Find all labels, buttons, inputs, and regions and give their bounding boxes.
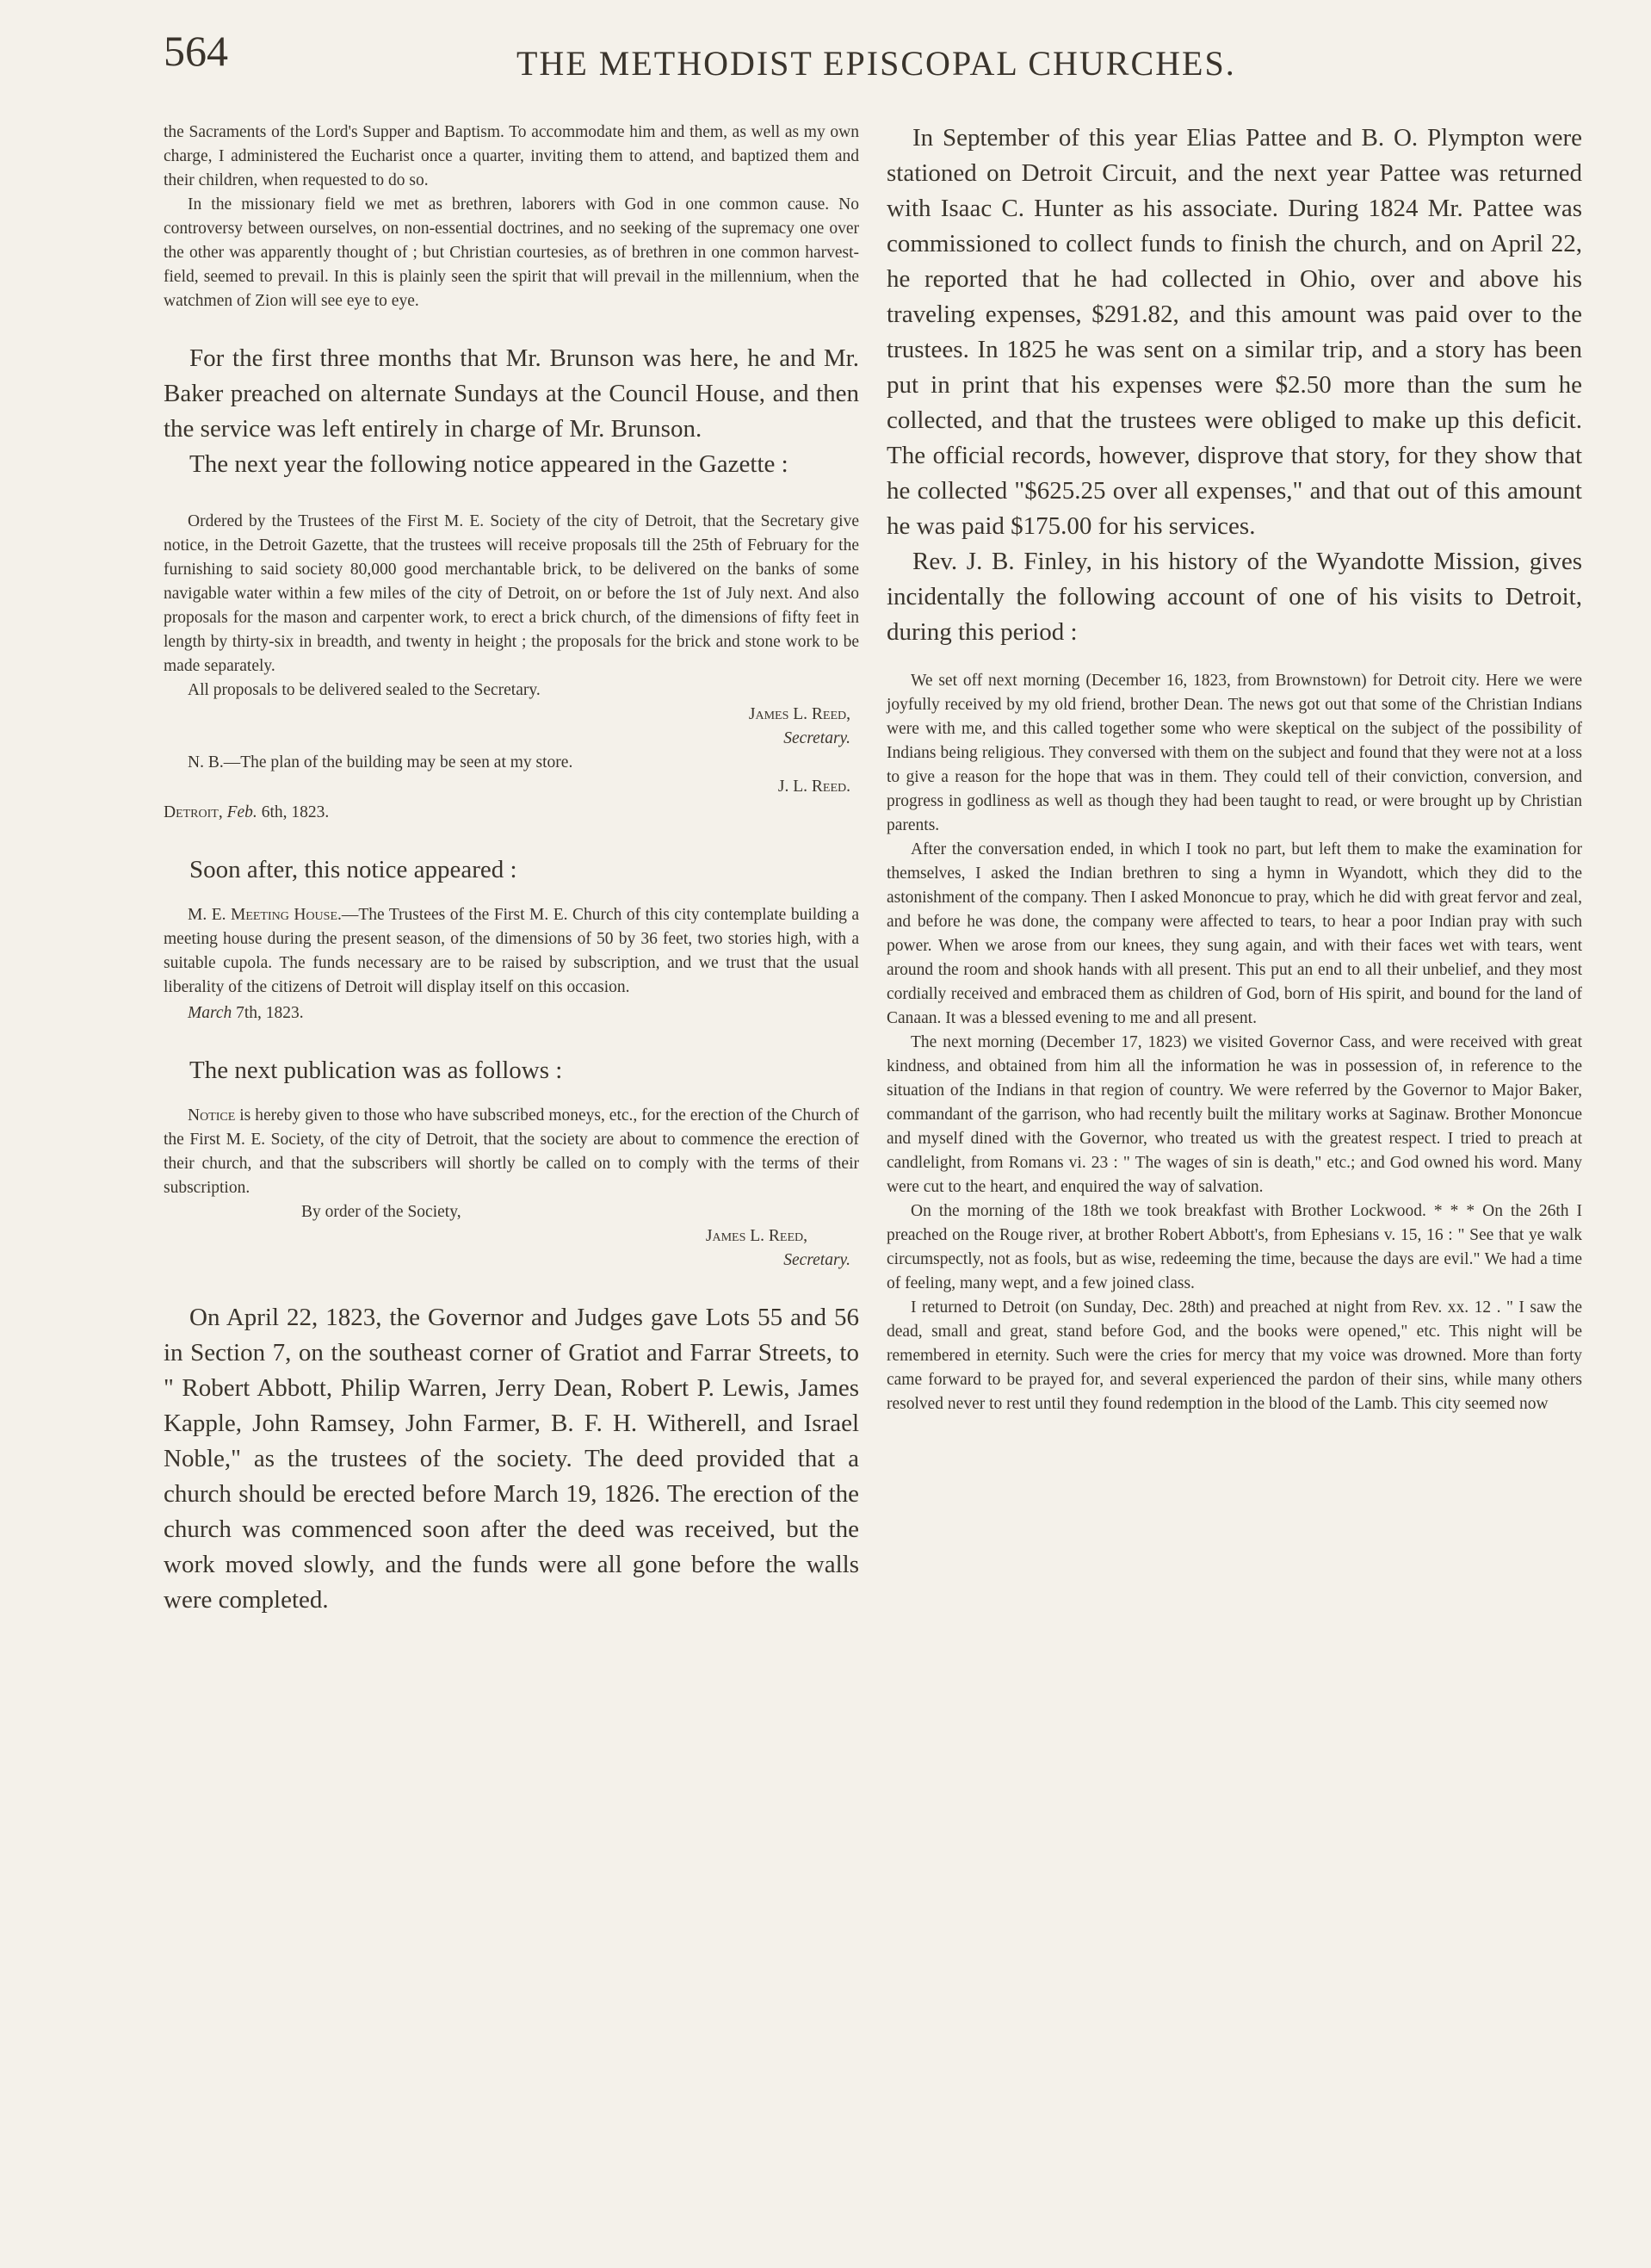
notice-block (164, 1104, 859, 1273)
dateline (164, 1001, 859, 1026)
notice-text: —The Trustees of the First M. E. Church of this city contemplate building a meeting house during the present season, of the dimensions of 50 by 36 feet, two stories high, with a suitable cupola. The funds necessary are to be raised by subscription, and we trust that the usual liberality of the citizens of Detroit will display itself on this occasion. (164, 906, 859, 996)
signature-name: James L. Reed, (705, 1227, 807, 1245)
notice-heading: Notice (188, 1106, 236, 1125)
notice-block (164, 510, 859, 825)
body-paragraph: On April 22, 1823, the Governor and Judges gave Lots 55 and 56 in Section 7, on the southeast corner of Gratiot and Farrar Streets, to " Robert Abbott, Philip Warren, Jerry Dean, Robert P. Lewis, James Kapple, John Ramsey, John Farmer, B. F. H. Witherell, and Israel Noble," as the trustees of the society. The deed provided that a church should be erected before March 19, 1826. The erection of the church was commenced soon after the deed was received, but the work moved slowly, and the funds were all gone before the walls were completed. (164, 1304, 859, 1614)
body-paragraph: Soon after, this notice appeared : (189, 856, 517, 883)
body-paragraph: Rev. J. B. Finley, in his history of the Wyandotte Mission, gives incidentally the following account of one of his visits to Detroit, during this period : (887, 548, 1582, 646)
quote-paragraph: In the missionary field we met as brethren, laborers with God in one common cause. No controversy between ourselves, on non-essential doctrines, and no seeking of the supremacy one over the other was apparently thought of ; but Christian courtesies, as of brethren in one common harvest-field, seemed to prevail. In this is plainly seen the spirit that will prevail in the millennium, when the watchmen of Zion will see eye to eye. (164, 195, 859, 310)
signature-role: Secretary. (783, 1251, 850, 1269)
dateline-day: 6th, 1823. (257, 803, 330, 821)
dateline-place: Detroit, (164, 803, 227, 821)
notice-paragraph (164, 1104, 859, 1200)
left-column (164, 121, 859, 1618)
notice-text: is hereby given to those who have subscribed moneys, etc., for the erection of the Church of the First M. E. Society, of the city of Detroit, that the society are about to commence the erection of their church, and that the subscribers will shortly be called on to comply with the terms of their subscription. (164, 1106, 859, 1197)
quote-block (887, 669, 1582, 1416)
page-number: 564 (164, 27, 228, 75)
notice-note: N. B.—The plan of the building may be seen at my store. (188, 753, 573, 771)
by-order-line: By order of the Society, (301, 1203, 461, 1221)
quote-paragraph: We set off next morning (December 16, 1823, from Brownstown) for Detroit city. Here we were joyfully received by my old friend, brother Dean. The news got out that some of the Christian Indians were with me, and this called together some who were skeptical on the subject of the possibility of Indians being religious. They conversed with them on the subject and found that they were not at a loss to give a reason for the hope that was in them. They could tell of their conviction, conversion, and progress in godliness as well as though they had been taught to read, or were brought up by Christian parents. (887, 672, 1582, 834)
quote-paragraph: On the morning of the 18th we took breakfast with Brother Lockwood. * * * On the 26th I preached on the Rouge river, at brother Robert Abbott's, from Ephesians v. 15, 16 : " See that ye walk circumspectly, not as fools, but as wise, redeeming the time, because the days are evil." We had a time of feeling, many wept, and a few joined class. (887, 1202, 1582, 1292)
signature-initials: J. L. Reed. (777, 778, 850, 796)
body-paragraph: For the first three months that Mr. Brunson was here, he and Mr. Baker preached on alternate Sundays at the Council House, and then the service was left entirely in charge of Mr. Brunson. (164, 344, 859, 443)
body-paragraph: In September of this year Elias Pattee and B. O. Plympton were stationed on Detroit Circuit, and the next year Pattee was returned with Isaac C. Hunter as his associate. During 1824 Mr. Pattee was commissioned to collect funds to finish the church, and on April 22, he reported that he had collected in Ohio, over and above his traveling expenses, $291.82, and this amount was paid over to the trustees. In 1825 he was sent on a similar trip, and a story has been put in print that his expenses were $2.50 more than the sum he collected, and that the trustees were obliged to make up this deficit. The official records, however, disprove that story, for they show that he collected "$625.25 over all expenses," and that out of this amount he was paid $175.00 for his services. (887, 124, 1582, 540)
quote-paragraph: the Sacraments of the Lord's Supper and Baptism. To accommodate him and them, as well as my own charge, I administered the Eucharist once a quarter, inviting them to attend, and baptized them and their children, when requested to do so. (164, 123, 859, 189)
signature-name: James L. Reed, (748, 705, 850, 723)
notice-paragraph: All proposals to be delivered sealed to the Secretary. (188, 681, 541, 699)
running-head: THE METHODIST EPISCOPAL CHURCHES. (516, 44, 1236, 83)
dateline-month: Feb. (226, 803, 257, 821)
signature-role: Secretary. (783, 729, 850, 747)
right-column (887, 121, 1582, 1416)
dateline-day: 7th, 1823. (232, 1004, 304, 1022)
dateline (164, 801, 859, 825)
notice-heading: M. E. Meeting House. (188, 906, 342, 924)
body-paragraph: The next year the following notice appeared in the Gazette : (189, 450, 788, 478)
notice-paragraph: Ordered by the Trustees of the First M. E. Society of the city of Detroit, that the Secretary give notice, in the Detroit Gazette, that the trustees will receive proposals till the 25th of February for the furnishing to said society 80,000 good merchantable brick, to be delivered on the banks of some navigable water within a few miles of the city of Detroit, on or before the 1st of July next. And also proposals for the mason and carpenter work, to erect a brick church, of the dimensions of fifty feet in length by thirty-six in breadth, and twenty in height ; the proposals for the brick and stone work to be made separately. (164, 512, 859, 675)
quote-paragraph: I returned to Detroit (on Sunday, Dec. 28th) and preached at night from Rev. xx. 12 . " I saw the dead, small and great, stand before God, and the books were opened," etc. This night will be remembered in eternity. Such were the cries for mercy that my voice was drowned. More than forty came forward to be prayed for, and several experienced the pardon of their sins, while many others resolved never to rest until they found redemption in the blood of the Lamb. This city seemed now (887, 1298, 1582, 1413)
body-paragraph: The next publication was as follows : (189, 1057, 563, 1084)
notice-paragraph (164, 903, 859, 1000)
quote-paragraph: The next morning (December 17, 1823) we visited Governor Cass, and were received with great kindness, and obtained from him all the information he was in possession of, in reference to the situation of the Indians in that region of country. We were referred by the Governor to Major Baker, commandant of the garrison, who had recently built the military works at Saginaw. Brother Mononcue and myself dined with the Governor, who treated us with the greatest respect. I tried to preach at candlelight, from Romans vi. 23 : " The wages of sin is death," etc.; and God owned his word. Many were cut to the heart, and enquired the way of salvation. (887, 1033, 1582, 1196)
quote-paragraph: After the conversation ended, in which I took no part, but left them to make the examination for themselves, I asked the Indian brethren to sing a hymn in Wyandott, which they did to the astonishment of the company. Then I asked Mononcue to pray, which he did with great fervor and zeal, and before he was done, the company were affected to tears, to hear a poor Indian pray with such power. When we arose from our knees, they sung again, and with their faces wet with tears, went around the room and shook hands with all present. This put an end to all their unbelief, and they most cordially received and embraced them as children of God, born of His spirit, and bound for the land of Canaan. It was a blessed evening to me and all present. (887, 840, 1582, 1027)
dateline-month: March (188, 1004, 232, 1022)
notice-block (164, 903, 859, 1026)
